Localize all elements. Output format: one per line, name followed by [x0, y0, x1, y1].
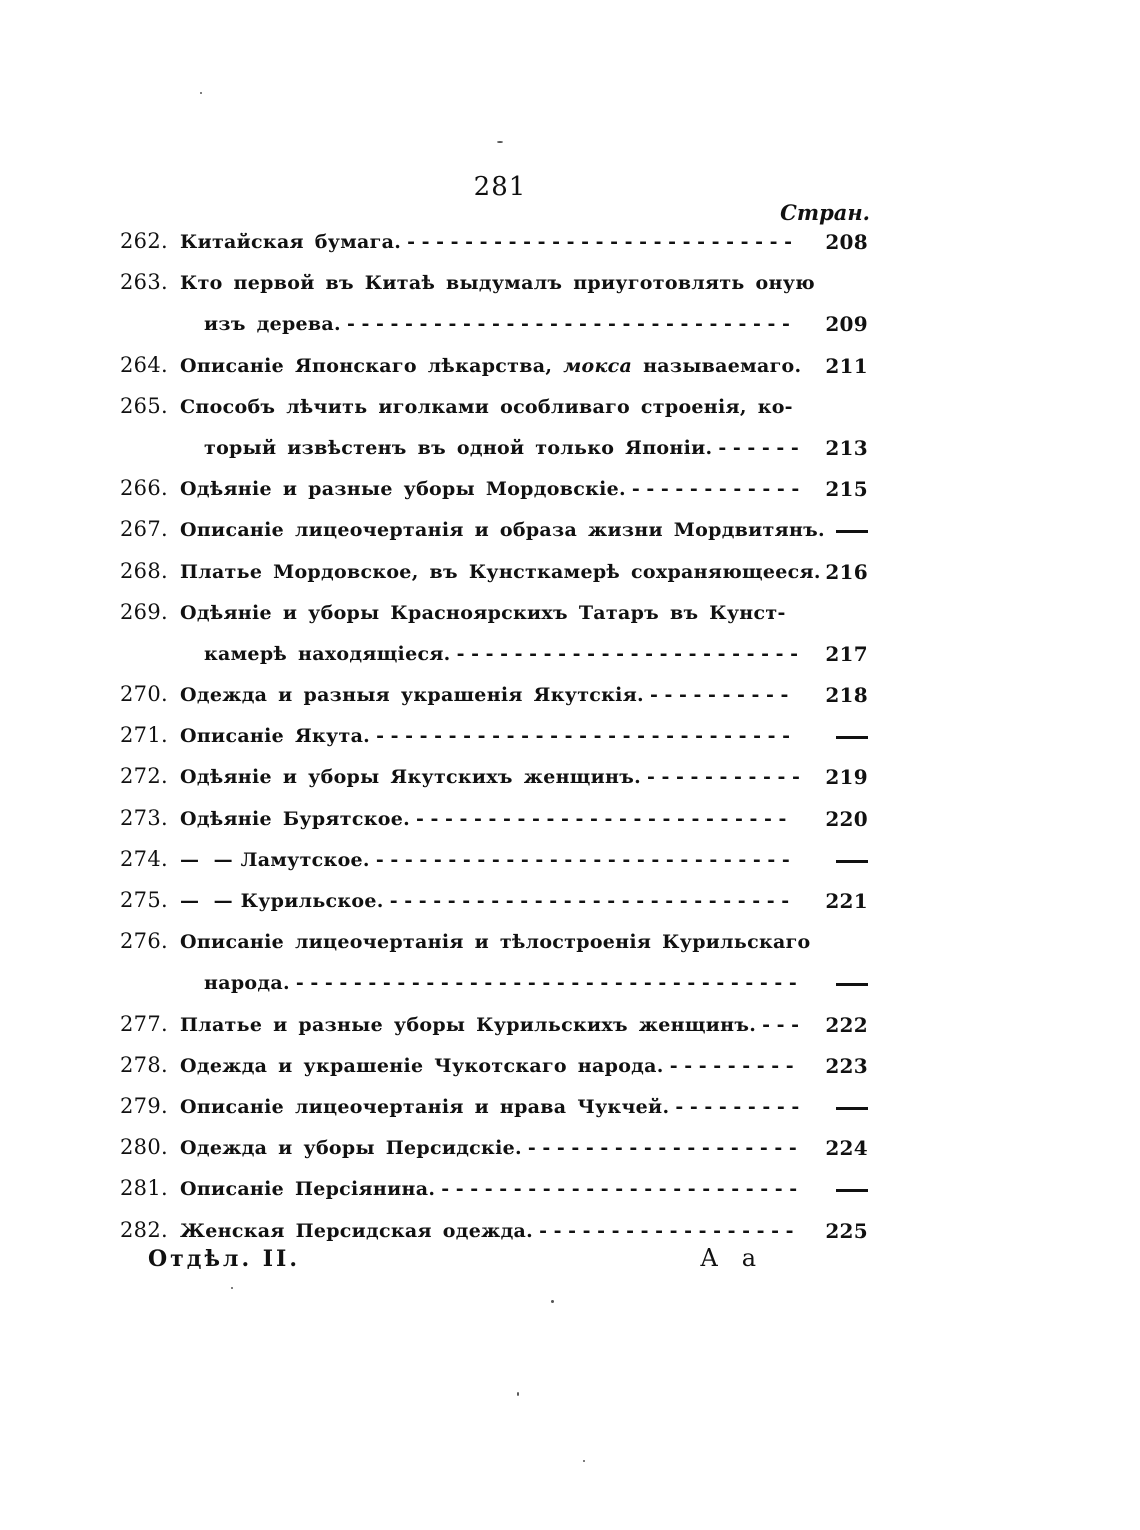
entry-title-text: торый извѣстенъ въ одной только Японіи.	[204, 436, 713, 459]
entry-title	[180, 355, 800, 377]
toc-entry	[118, 840, 870, 881]
entry-title-text: Одѣяніе Бурятское.	[180, 807, 410, 830]
entry-title	[204, 313, 800, 335]
entry-title-text: Одежда и уборы Персидскіе.	[180, 1137, 522, 1160]
entry-page-ditto	[808, 1095, 868, 1119]
entry-title	[180, 478, 800, 500]
entry-page: 224	[825, 1136, 868, 1161]
paper-speck	[231, 1287, 233, 1289]
entry-number: 268.	[120, 558, 168, 583]
entry-title-text: Способъ лѣчить иголками особливаго строенія, ко-	[180, 395, 793, 418]
entry-title-text: Описаніе лицеочертанія и образа жизни Мордвитянъ.	[180, 519, 825, 542]
page-column-label: Стран.	[780, 200, 870, 225]
entry-title	[180, 1096, 800, 1118]
dot-leaders: - - - - - - - - - - - - - - - - - - - - - - - - - - - - - - - - - - -	[295, 972, 797, 995]
paper-speck	[200, 92, 202, 94]
toc-entry	[118, 1169, 870, 1210]
entry-title-pre: Описаніе Японскаго лѣкарства,	[180, 354, 564, 377]
entry-title-text: Одѣяніе и уборы Якутскихъ женщинъ.	[180, 766, 642, 789]
toc-entry	[118, 881, 870, 922]
entry-title-em: мокса	[563, 354, 633, 377]
entry-page: 211	[825, 353, 868, 378]
entry-title-text: Описаніе Якута.	[180, 725, 371, 748]
table-of-contents	[118, 222, 870, 1252]
dot-leaders: - - - - - - - - - - - - - - - - - - -	[527, 1137, 797, 1160]
entry-page-ditto	[808, 518, 868, 542]
entry-number: 262.	[120, 229, 168, 253]
toc-entry	[118, 469, 870, 510]
entry-title	[180, 890, 800, 912]
toc-entry-continuation	[118, 634, 870, 675]
entry-title-text: Женская Персидская одежда.	[180, 1219, 534, 1242]
ditto-dash: — —	[180, 848, 235, 871]
entry-title	[180, 684, 800, 706]
entry-number: 264.	[120, 352, 168, 377]
entry-number: 270.	[120, 682, 168, 707]
entry-title	[180, 1178, 800, 1200]
toc-entry-continuation	[118, 428, 870, 469]
entry-title-text: Одѣяніе и разные уборы Мордовскіе.	[180, 478, 626, 501]
entry-title-text: Ламутское.	[240, 848, 370, 871]
ditto-dash: — —	[180, 890, 235, 912]
entry-title-text: Платье Мордовское, въ Кунсткамерѣ сохраняющееся.	[180, 560, 821, 583]
entry-title-text: народа.	[204, 972, 290, 995]
toc-entry	[118, 1128, 870, 1169]
dot-leaders: - - - - - - - - - - - - - - - - - - - - - - - - - - - - -	[375, 848, 790, 871]
dot-leaders: - - - - - - - - - -	[649, 684, 789, 707]
page-number: 281	[473, 172, 527, 202]
entry-number: 266.	[120, 476, 168, 501]
entry-number: 265.	[120, 393, 168, 418]
entry-page: 220	[825, 806, 868, 831]
entry-title	[180, 560, 821, 583]
entry-title	[204, 972, 800, 994]
dot-leaders: - - - - - - - - - - - -	[631, 478, 800, 501]
entry-page: 215	[825, 477, 868, 502]
entry-number: 271.	[120, 723, 168, 748]
toc-entry	[118, 510, 870, 551]
entry-title	[180, 272, 815, 295]
entry-page: 225	[825, 1218, 868, 1243]
entry-number: 275.	[120, 888, 168, 912]
entry-page: 209	[825, 312, 868, 337]
entry-number: 279.	[120, 1093, 168, 1118]
toc-entry-continuation	[118, 963, 870, 1004]
toc-entry	[118, 922, 870, 963]
entry-page-ditto	[808, 848, 868, 872]
entry-page: 219	[825, 765, 868, 790]
toc-entry	[118, 675, 870, 716]
dot-leaders: - - -	[762, 1013, 799, 1036]
paper-speck	[517, 1392, 519, 1396]
entry-page: 222	[825, 1012, 868, 1037]
entry-page: 213	[825, 435, 868, 460]
dot-leaders: - - - - - - - - -	[669, 1054, 794, 1077]
entry-title	[180, 396, 800, 418]
entry-page: 218	[825, 683, 868, 708]
entry-page: 216	[825, 559, 868, 584]
dot-leaders: - - - - - - - - - - -	[647, 766, 800, 789]
entry-page: 223	[825, 1053, 868, 1078]
paper-speck	[583, 1460, 585, 1462]
toc-entry	[118, 222, 870, 263]
entry-number: 276.	[120, 929, 168, 954]
entry-number: 277.	[120, 1011, 168, 1036]
entry-title	[180, 602, 800, 624]
dot-leaders: - - - - - - - - - - - - - - - - - - - - - - - -	[456, 642, 798, 665]
entry-title	[180, 808, 800, 830]
entry-title-post: называемаго.	[632, 354, 802, 377]
toc-entry	[118, 716, 870, 757]
entry-title	[204, 437, 800, 459]
section-label: Отдѣл. II.	[148, 1246, 300, 1272]
entry-page-ditto	[808, 1177, 868, 1201]
dot-leaders: - - - - - - - - - - - - - - - - - - - - - - - - -	[441, 1178, 798, 1201]
entry-title-text: камерѣ находящіеся.	[204, 642, 451, 665]
dot-leaders: - - - - - -	[718, 436, 799, 459]
entry-number: 272.	[120, 764, 168, 789]
entry-title-text: Одежда и разныя украшенія Якутскія.	[180, 684, 644, 707]
entry-title	[180, 1055, 800, 1077]
toc-entry	[118, 1087, 870, 1128]
entry-number: 280.	[120, 1135, 168, 1160]
entry-title-text: Описаніе Персіянина.	[180, 1178, 436, 1201]
entry-title	[180, 231, 800, 253]
entry-title-text: Платье и разные уборы Курильскихъ женщинъ.	[180, 1013, 757, 1036]
entry-page: 217	[825, 641, 868, 666]
toc-entry	[118, 1046, 870, 1087]
entry-title-text: Кто первой въ Китаѣ выдумалъ приуготовлять оную	[180, 272, 815, 295]
toc-entry	[118, 593, 870, 634]
dot-leaders: - - - - - - - - - - - - - - - - - - - - - - - - - -	[416, 807, 787, 830]
entry-number: 274.	[120, 846, 168, 871]
entry-number: 281.	[120, 1176, 168, 1201]
entry-title	[180, 766, 800, 788]
entry-number: 263.	[120, 270, 168, 295]
toc-entry	[118, 263, 870, 304]
entry-page: 208	[825, 230, 868, 254]
entry-title	[180, 1220, 800, 1242]
paper-speck	[497, 141, 503, 143]
entry-number: 273.	[120, 805, 168, 830]
entry-title-text: Курильское.	[240, 890, 384, 912]
dot-leaders: - - - - - - - - - - - - - - - - - - - - - - - - - - - - -	[376, 725, 791, 748]
dot-leaders: - - - - - - - - - - - - - - - - - - - - - - - - - - -	[407, 231, 793, 253]
toc-entry-continuation	[118, 304, 870, 345]
entry-number: 267.	[120, 517, 168, 542]
toc-entry	[118, 552, 870, 593]
signature-mark: А а	[700, 1244, 765, 1272]
entry-title-text: изъ дерева.	[204, 313, 341, 336]
toc-entry	[118, 799, 870, 840]
entry-page: 221	[825, 889, 868, 913]
entry-page-ditto	[808, 971, 868, 995]
entry-title	[180, 725, 800, 747]
entry-number: 282.	[120, 1217, 168, 1242]
entry-title-text: Описаніе лицеочертанія и тѣлостроенія Курильскаго	[180, 931, 811, 954]
entry-number: 278.	[120, 1052, 168, 1077]
toc-entry	[118, 757, 870, 798]
entry-title	[180, 519, 825, 542]
paper-speck	[551, 1300, 554, 1303]
toc-entry	[118, 346, 870, 387]
entry-page-ditto	[808, 724, 868, 748]
entry-title-text: Описаніе лицеочертанія и нрава Чукчей.	[180, 1095, 670, 1118]
toc-entry	[118, 1005, 870, 1046]
entry-title-text: Одѣяніе и уборы Красноярскихъ Татаръ въ Кунст-	[180, 601, 786, 624]
entry-title	[180, 1137, 800, 1159]
entry-title	[204, 643, 800, 665]
entry-title-text: Китайская бумага.	[180, 231, 402, 253]
dot-leaders: - - - - - - - - - - - - - - - - - - - - - - - - - - - - - - -	[346, 313, 790, 336]
entry-title	[180, 849, 800, 871]
entry-title	[180, 1014, 800, 1036]
dot-leaders: - - - - - - - - - - - - - - - - - -	[539, 1219, 794, 1242]
entry-title	[180, 931, 811, 954]
entry-title-text: Одежда и украшеніе Чукотскаго народа.	[180, 1054, 664, 1077]
dot-leaders: - - - - - - - - - - - - - - - - - - - - - - - - - - - -	[389, 890, 790, 912]
entry-number: 269.	[120, 599, 168, 624]
toc-entry	[118, 387, 870, 428]
dot-leaders: - - - - - - - - -	[675, 1095, 800, 1118]
